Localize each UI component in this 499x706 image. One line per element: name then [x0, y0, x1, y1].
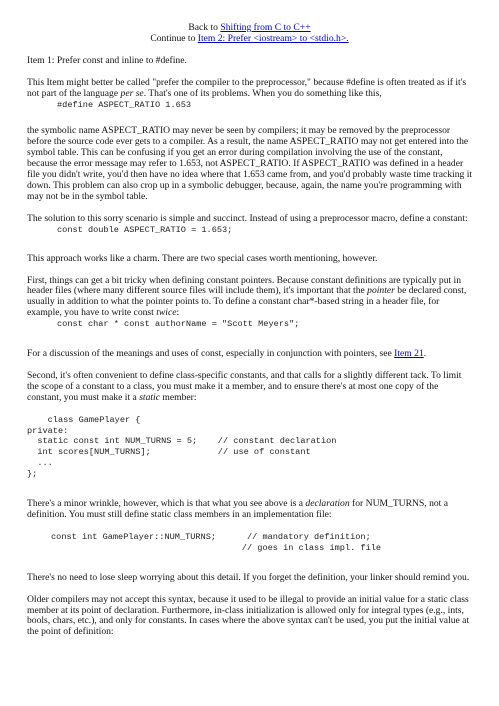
- code-const-char: const char * const authorName = "Scott Meyers";: [57, 319, 300, 330]
- p7-emphasis-static: static: [139, 391, 160, 403]
- p7-text-b: member:: [159, 391, 197, 403]
- code-line: private:: [27, 425, 69, 436]
- p5-text-b: be declared const, usually in addition to what the pointer points to. To define a constant char*-based string in a header file, for example, you have to write const: [27, 285, 467, 319]
- item21-link[interactable]: Item 21: [394, 348, 424, 360]
- p5-text-c: :: [176, 307, 180, 319]
- code-line: ...: [27, 458, 53, 469]
- navigation-header: [0, 23, 499, 45]
- paragraph-7: [27, 371, 473, 404]
- continue-link[interactable]: Item 2: Prefer <iostream> to <stdio.h>.: [197, 32, 349, 44]
- p8-emphasis-declaration: declaration: [305, 498, 350, 510]
- p5-emphasis-pointer: pointer: [367, 285, 395, 297]
- paragraph-6: [27, 349, 473, 360]
- code-definition-block: [0, 532, 499, 554]
- paragraph-4: This approach works like a charm. There are two special cases worth mentioning, however.: [27, 252, 378, 264]
- code-define: #define ASPECT_RATIO 1.653: [57, 99, 192, 110]
- p1-text-a: This Item might better be called "prefer the compiler to the preprocessor," because #define is often treated as if it's not part of the language: [27, 76, 467, 99]
- code-line: static const int NUM_TURNS = 5; // constant declaration: [27, 436, 337, 447]
- continue-prefix: Continue to: [150, 32, 198, 44]
- p6-text-b: .: [423, 348, 427, 360]
- p7-text-a: Second, it's often convenient to define class-specific constants, and that calls for a slightly different tack. To limit the scope of a constant to a class, you must make it a member, and to ensure there's at most one copy of the constant, you must make it a: [27, 369, 462, 403]
- code-line: int scores[NUM_TURNS]; // use of constant: [27, 447, 311, 458]
- paragraph-10: Older compilers may not accept this syntax, because it used to be illegal to provide an initial value for a static class member at its point of declaration. Furthermore, in-class initialization is allowed only for integral types (e.g., ints, bools, chars, etc.), and only for constants. In cases where the above syntax can't be used, you put the initial value at the point of definition:: [27, 593, 470, 638]
- p8-text-a: There's a minor wrinkle, however, which is that what you see above is a: [27, 498, 306, 510]
- back-prefix: Back to: [188, 22, 221, 33]
- paragraph-1: [27, 78, 473, 100]
- code-line: class GamePlayer {: [27, 414, 141, 425]
- item-title: Item 1: Prefer const and inline to #define.: [27, 54, 187, 66]
- paragraph-8: [27, 499, 473, 521]
- paragraph-3: The solution to this sorry scenario is simple and succinct. Instead of using a preprocessor macro, define a constant:: [27, 212, 468, 224]
- code-gameplayer-block: [0, 415, 499, 480]
- p1-emphasis: per se: [120, 87, 144, 99]
- code-line: };: [27, 469, 38, 480]
- p8-text-b: for NUM_TURNS, not a definition. You must still define static class members in an implementation file:: [27, 498, 448, 520]
- p5-text-a: First, things can get a bit tricky when defining constant pointers. Because constant definitions are typically put in header files (where many different source files will include them), it's important that the: [27, 274, 462, 297]
- p5-emphasis-twice: twice: [156, 307, 177, 319]
- code-line: const int GamePlayer::NUM_TURNS; // mandatory definition;: [51, 531, 371, 542]
- p6-text-a: For a discussion of the meanings and uses of const, especially in conjunction with pointers, see: [27, 348, 395, 360]
- back-link[interactable]: Shifting from C to C++: [220, 22, 311, 33]
- code-const-double: const double ASPECT_RATIO = 1.653;: [57, 224, 233, 235]
- code-line: // goes in class impl. file: [51, 542, 382, 553]
- continue-line: [0, 34, 499, 45]
- p1-text-b: . That's one of its problems. When you do something like this,: [143, 87, 382, 99]
- paragraph-5: [27, 276, 473, 320]
- paragraph-2: the symbolic name ASPECT_RATIO may never be seen by compilers; it may be removed by the preprocessor before the source code ever gets to a compiler. As a result, the name ASPECT_RATIO may not get entered into the symbol table. This can be confusing if you get an error during compilation involving the use of the constant, because the error message may refer to 1.653, not ASPECT_RATIO. If ASPECT_RATIO was defined in a header file you didn't write, you'd then have no idea where that 1.653 came from, and you'd probably waste time tracking it down. This problem can also crop up in a symbolic debugger, because, again, the name you're programming with may not be in the symbol table.: [27, 125, 473, 202]
- paragraph-9: There's no need to lose sleep worrying about this detail. If you forget the definition, your linker should remind you.: [27, 571, 470, 583]
